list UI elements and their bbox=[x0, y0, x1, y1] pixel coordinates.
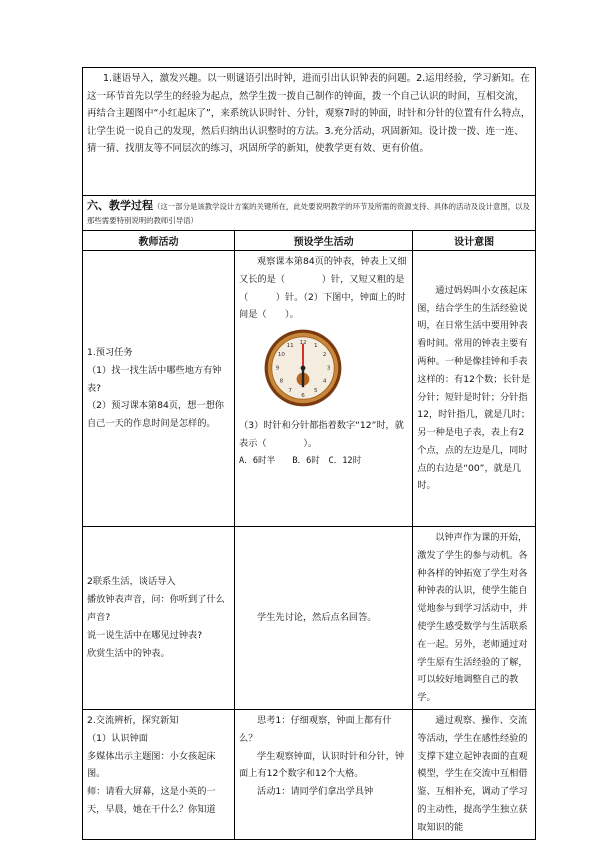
student-activity-2: 学生先讨论，然后点名回答。 bbox=[235, 527, 413, 710]
student-line: 活动1：请同学们拿出学具钟 bbox=[257, 786, 374, 798]
svg-text:3: 3 bbox=[326, 365, 331, 372]
svg-text:10: 10 bbox=[277, 352, 286, 359]
svg-text:11: 11 bbox=[286, 343, 294, 350]
svg-text:1: 1 bbox=[314, 343, 318, 350]
design-intent-3: 通过观察、操作、交流等活动，学生在感性经验的支撑下建立起钟表面的直观模型，学生在交流中互相借鉴、互相补充，调动了学习的主动性，提高学生独立获取知识的能 bbox=[413, 709, 536, 839]
svg-text:2: 2 bbox=[322, 352, 327, 359]
svg-text:7: 7 bbox=[288, 388, 293, 395]
lesson-plan-table bbox=[82, 67, 536, 840]
svg-text:5: 5 bbox=[314, 388, 318, 395]
teacher-line: 欣赏生活中的钟表。 bbox=[87, 647, 170, 659]
svg-text:4: 4 bbox=[322, 378, 327, 385]
teacher-line: 2联系生活，谈话导入 bbox=[87, 576, 176, 588]
header-teacher: 教师活动 bbox=[83, 231, 235, 251]
teacher-line: 多媒体出示主题图：小女孩起床图。 bbox=[87, 750, 216, 780]
teacher-line: 师：请看大屏幕，这是小英的一天，早晨，她在干什么？你知道 bbox=[87, 786, 216, 815]
student-line: 学生观察钟面，认识时针和分针，钟面上有12个数字和12个大格。 bbox=[239, 750, 405, 780]
section-title: 六、教学过程 bbox=[87, 199, 153, 212]
svg-text:12: 12 bbox=[299, 340, 307, 347]
svg-text:9: 9 bbox=[275, 365, 280, 372]
teacher-activity-3 bbox=[83, 709, 235, 839]
header-student: 预设学生活动 bbox=[235, 231, 413, 251]
section-heading bbox=[83, 196, 536, 231]
teacher-line: （2）预习课本第84页，想一想你自己一天的作息时间是怎样的。 bbox=[87, 400, 224, 430]
student-activity-1 bbox=[235, 251, 413, 527]
lesson-plan-page bbox=[82, 67, 536, 840]
teacher-line: 播放钟表声音，问：你听到了什么声音? bbox=[87, 594, 225, 624]
teacher-activity-1 bbox=[83, 251, 235, 527]
teacher-line: 说一说生活中在哪见过钟表? bbox=[87, 629, 203, 641]
teacher-line: （1）找一找生活中哪些地方有钟表? bbox=[87, 364, 222, 394]
header-design: 设计意图 bbox=[413, 231, 536, 251]
student-question: 观察课本第84页的钟表，钟表上又细又长的是（ ）针，又短又粗的是（ ）针。（2）下图中，钟面上的时间是（ ）。 bbox=[239, 256, 407, 321]
design-summary: 1.谜语导入，激发兴趣。以一则谜语引出时钟，进而引出认识钟表的问题。2.运用经验，学习新知。在这一环节首先以学生的经验为起点，然学生拨一拨自己制作的钟面，拨一个自己认识的时间，互相交流，再结合主题图中“小红起床了”，来系统认识时针、分针，观察7时的钟面，时针和分针的位置有什么特点，让学生说一说自己的发现，然后归纳出认识整时的方法。3.充分活动，巩固新知。设计拨一拨、连一连、猜一猜、找朋友等不同层次的练习，巩固所学的新知，使教学更有效、更有价值。 bbox=[83, 68, 536, 196]
wall-clock-icon bbox=[263, 328, 343, 408]
student-activity-3 bbox=[235, 709, 413, 839]
section-note: （这一部分是该教学设计方案的关键所在，此处要说明教学的环节及所需的资源支持、具体的活动及设计意图，以及那些需要特别说明的教师引导语） bbox=[87, 202, 530, 225]
teacher-line: 2.交流辨析，探究新知 bbox=[87, 714, 179, 726]
teacher-line: 1.预习任务 bbox=[87, 347, 133, 358]
teacher-line: （1）认识钟面 bbox=[87, 732, 148, 744]
design-intent-1: 通过妈妈叫小女孩起床图，结合学生的生活经验说明，在日常生活中要用钟表看时间。常用的钟表主要有两种。一种是像挂钟和手表这样的：有12个数；长针是分针；短针是时针；分针指12，时针指几，就是几时；另一种是电子表，表上有2个点，点的左边是几，同时点的右边是“00”，就是几时。 bbox=[413, 251, 536, 527]
answer-options: A．6时半 B．6时 C．12时 bbox=[239, 455, 362, 466]
design-intent-2: 以钟声作为课的开始，激发了学生的参与动机。各种各样的钟拓宽了学生对各种钟表的认识，使学生能自觉地参与到学习活动中，并使学生感受数学与生活联系在一起。另外，老师通过对学生原有生活经验的了解，可以较好地调整自己的教学。 bbox=[413, 527, 536, 710]
teacher-activity-2 bbox=[83, 527, 235, 710]
student-question: （3）时针和分针都指着数字“12”时，就表示（ ）。 bbox=[239, 419, 404, 449]
svg-text:8: 8 bbox=[279, 378, 284, 385]
student-line: 思考1：仔细观察，钟面上都有什么？ bbox=[239, 714, 392, 744]
svg-text:6: 6 bbox=[301, 392, 305, 399]
